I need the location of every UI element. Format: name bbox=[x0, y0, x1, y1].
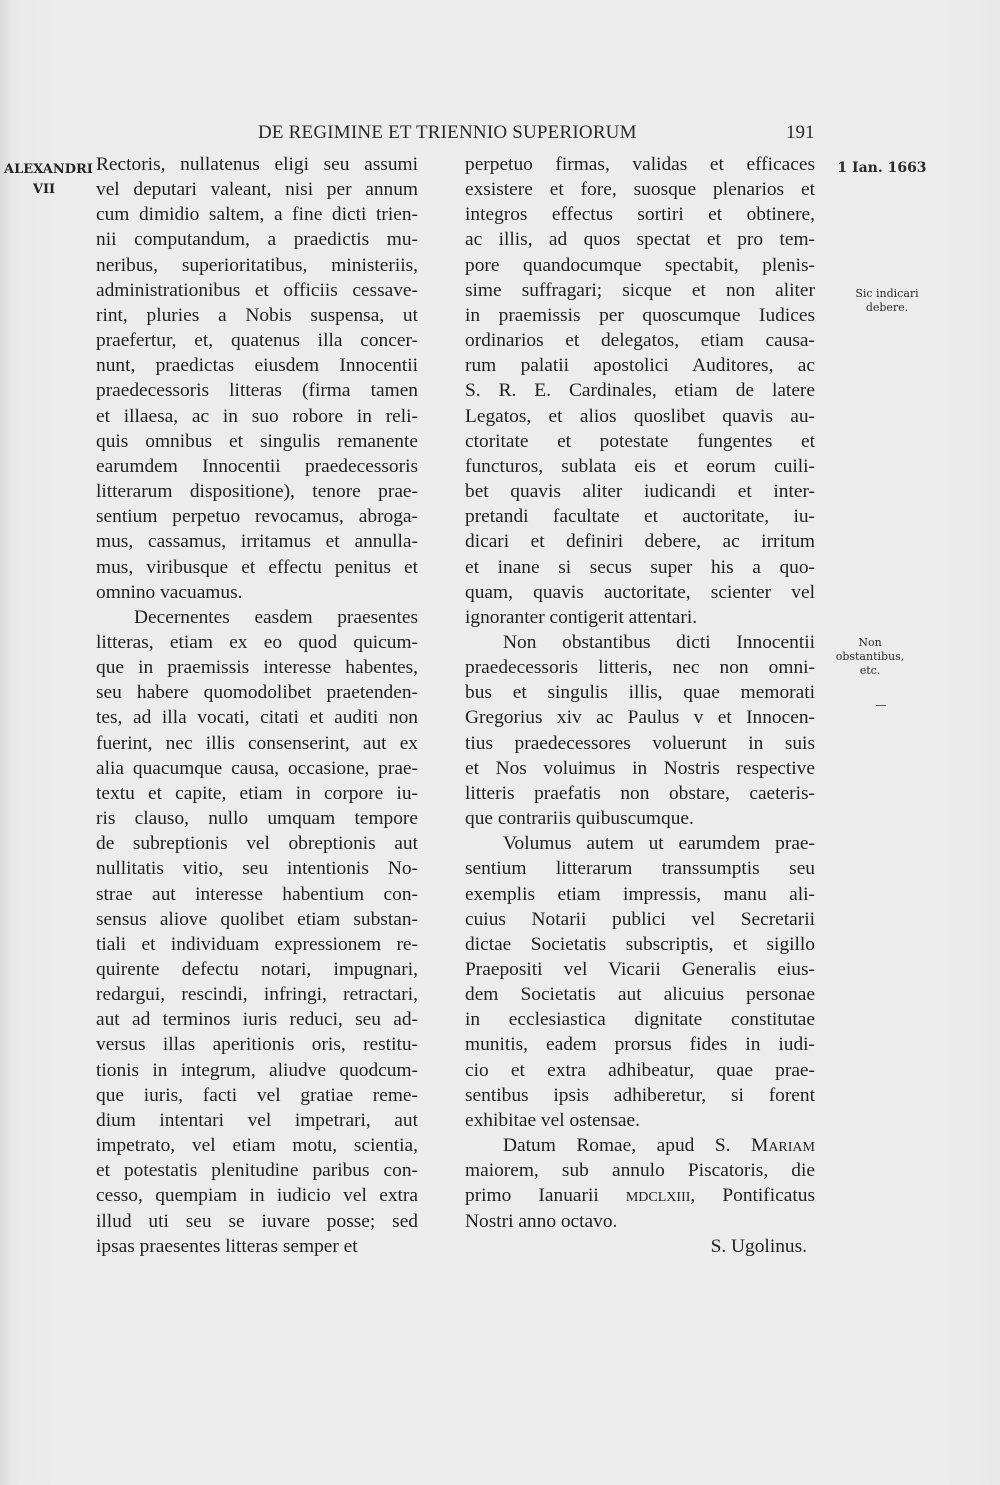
text-line: Legatos, et alios quoslibet quavis au- bbox=[465, 405, 815, 427]
text-line: cesso, quempiam in iudicio vel extra bbox=[96, 1185, 418, 1207]
text-line: Volumus autem ut earumdem prae- bbox=[503, 833, 815, 855]
margin-note-sic-indicari bbox=[832, 287, 942, 315]
text-line: nii computandum, a praedictis mu- bbox=[96, 229, 418, 251]
text-line: Rectoris, nullatenus eligi seu assumi bbox=[96, 154, 418, 175]
text-line: seu habere quomodolibet praetenden- bbox=[96, 682, 418, 704]
text-line: exsistere et fore, suosque plenarios et bbox=[465, 179, 815, 201]
text-line: administrationibus et officiis cessave- bbox=[96, 279, 418, 301]
text-line: Non obstantibus dicti Innocentii bbox=[503, 631, 815, 653]
text-line: sentium litterarum transsumptis seu bbox=[465, 858, 815, 880]
text-line: tiali et individuam expressionem re- bbox=[96, 933, 418, 955]
text-line: tius praedecessores voluerunt in suis bbox=[465, 732, 815, 754]
text-line: textu et capite, etiam in corpore iu- bbox=[96, 782, 418, 804]
margin-dash bbox=[876, 705, 886, 706]
text-line: Gregorius xiv ac Paulus v et Innocen- bbox=[465, 707, 815, 729]
text-line: quam, quavis auctoritate, scienter vel bbox=[465, 581, 815, 603]
text-line: rum palatii apostolici Auditores, ac bbox=[465, 355, 815, 377]
margin-note-line: debere. bbox=[865, 301, 909, 314]
text-line: et inane si secus super his a quo- bbox=[465, 556, 815, 578]
pope-number: VII bbox=[32, 182, 56, 197]
text-line: pore quandocumque spectabit, plenis- bbox=[465, 254, 815, 276]
datum-name-smallcaps: Mariam bbox=[751, 1135, 815, 1157]
text-line: strae aut interesse habentium con- bbox=[96, 883, 418, 905]
text-line: mus, viribusque et effectu penitus et bbox=[96, 556, 418, 578]
pope-name: ALEXANDRI bbox=[4, 162, 93, 177]
signature: S. Ugolinus. bbox=[710, 1235, 807, 1257]
text-line: quis omnibus et singulis remanente bbox=[96, 430, 418, 452]
datum-line: maiorem, sub annulo Piscatoris, die bbox=[465, 1160, 815, 1182]
text-line: cuius Notarii publici vel Secretarii bbox=[465, 908, 815, 930]
text-line: versus illas aperitionis oris, restitu- bbox=[96, 1034, 418, 1056]
text-line: fuerint, nec illis consenserint, aut ex bbox=[96, 732, 418, 754]
text-line: vel deputari valeant, nisi per annum bbox=[96, 179, 418, 201]
text-line: in ecclesiastica dignitate constitutae bbox=[465, 1009, 815, 1031]
text-line: ris clauso, nullo umquam tempore bbox=[96, 808, 418, 830]
datum-line bbox=[465, 1183, 815, 1208]
text-line: functuros, sublata eis et eorum cuili- bbox=[465, 455, 815, 477]
text-line: alia quacumque causa, occasione, prae- bbox=[96, 757, 418, 779]
text-line: ctoritate et potestate fungentes et bbox=[465, 430, 815, 452]
text-line: illud uti seu se iuvare posse; sed bbox=[96, 1210, 418, 1232]
text-line: tes, ad illa vocati, citati et auditi non bbox=[96, 707, 418, 729]
text-line: rint, pluries a Nobis suspensa, ut bbox=[96, 304, 418, 326]
text-line: de subreptionis vel obreptionis aut bbox=[96, 833, 418, 855]
text-line: que iuris, facti vel gratiae reme- bbox=[96, 1084, 418, 1106]
text-line: sensus aliove quolibet etiam substan- bbox=[96, 908, 418, 930]
datum-year-smallcaps: mdclxiii bbox=[625, 1185, 691, 1207]
text-line: dictae Societatis subscriptis, et sigillo bbox=[465, 933, 815, 955]
text-line: cum dimidio saltem, a fine dicti trien- bbox=[96, 204, 418, 226]
page-number: 191 bbox=[786, 122, 815, 143]
text-line: munitis, eadem prorsus fides in iudi- bbox=[465, 1034, 815, 1056]
margin-note-line: Sic indicari bbox=[855, 287, 919, 300]
text-line: earumdem Innocentii praedecessoris bbox=[96, 455, 418, 477]
text-line: dium intentari vel impetrari, aut bbox=[96, 1109, 418, 1131]
text-line: neribus, superioritatibus, ministeriis, bbox=[96, 254, 418, 276]
text-line: ordinarios et delegatos, etiam causa- bbox=[465, 330, 815, 352]
margin-date-note: 1 Ian. 1663 bbox=[837, 160, 927, 176]
text-line: praefertur, et, quatenus illa concer- bbox=[96, 330, 418, 352]
text-line: nullitatis vitio, seu intentionis No- bbox=[96, 858, 418, 880]
text-line: integros effectus sortiri et obtinere, bbox=[465, 204, 815, 226]
text-line: praedecessoris litteras (firma tamen bbox=[96, 380, 418, 402]
text-line: bus et singulis illis, quae memorati bbox=[465, 682, 815, 704]
text-line: et Nos voluimus in Nostris respective bbox=[465, 757, 815, 779]
text-line: litteras, etiam ex eo quod quicum- bbox=[96, 631, 418, 653]
text-line: et illaesa, ac in suo robore in reli- bbox=[96, 405, 418, 427]
datum-text: primo Ianuarii bbox=[465, 1185, 626, 1207]
text-line: ignoranter contigerit attentari. bbox=[465, 606, 698, 628]
right-column-body bbox=[465, 152, 815, 1133]
left-margin-note bbox=[4, 160, 93, 200]
text-line: ipsas praesentes litteras semper et bbox=[96, 1235, 358, 1257]
right-text-column bbox=[465, 152, 815, 1259]
datum-line: Nostri anno octavo. bbox=[465, 1210, 618, 1232]
margin-note-line: etc. bbox=[859, 664, 881, 677]
left-text-column bbox=[96, 152, 418, 1259]
datum-text: , Pontificatus bbox=[690, 1185, 815, 1207]
text-line: litterarum dispositione), tenore prae- bbox=[96, 481, 418, 503]
text-line: cio et extra adhibeatur, quae prae- bbox=[465, 1059, 815, 1081]
text-line: in praemissis per quoscumque Iudices bbox=[465, 304, 815, 326]
text-line: nunt, praedictas eiusdem Innocentii bbox=[96, 355, 418, 377]
margin-note-line: Non bbox=[858, 636, 882, 649]
text-line: impetrato, vel etiam motu, scientia, bbox=[96, 1135, 418, 1157]
text-line: pretandi facultate et auctoritate, iu- bbox=[465, 506, 815, 528]
text-line: Praepositi vel Vicarii Generalis eius- bbox=[465, 959, 815, 980]
datum-line bbox=[465, 1133, 815, 1158]
text-line: praedecessoris litteris, nec non omni- bbox=[465, 657, 815, 679]
text-line: Decernentes easdem praesentes bbox=[134, 606, 418, 628]
text-line: sime suffragari; sicque et non aliter bbox=[465, 279, 815, 301]
margin-note-line: obstantibus, bbox=[835, 650, 905, 663]
text-line: que contrariis quibuscumque. bbox=[465, 808, 694, 830]
text-line: litteris praefatis non obstare, caeteris- bbox=[465, 782, 815, 804]
text-line: sentibus ipsis adhiberetur, si forent bbox=[465, 1084, 815, 1106]
text-line: mus, cassamus, irritamus et annulla- bbox=[96, 531, 418, 553]
text-line: exhibitae vel ostensae. bbox=[465, 1109, 640, 1131]
datum-text: Datum Romae, apud S. bbox=[503, 1135, 752, 1157]
text-line: exemplis etiam impressis, manu ali- bbox=[465, 883, 815, 905]
text-line: S. R. E. Cardinales, etiam de latere bbox=[465, 380, 815, 402]
text-line: aut ad terminos iuris reduci, seu ad- bbox=[96, 1009, 418, 1031]
text-line: tionis in integrum, aliudve quodcum- bbox=[96, 1059, 418, 1081]
text-line: dem Societatis aut alicuius personae bbox=[465, 984, 815, 1006]
text-line: redargui, rescindi, infringi, retractari, bbox=[96, 984, 418, 1006]
text-line: perpetuo firmas, validas et efficaces bbox=[465, 154, 815, 175]
text-line: sentium perpetuo revocamus, abroga- bbox=[96, 506, 418, 528]
text-line: quirente defectu notari, impugnari, bbox=[96, 959, 418, 980]
running-header: DE REGIMINE ET TRIENNIO SUPERIORUM bbox=[258, 122, 637, 143]
text-line: omnino vacuamus. bbox=[96, 581, 243, 603]
text-line: que in praemissis interesse habentes, bbox=[96, 657, 418, 679]
text-line: dicari et definiri debere, ac irritum bbox=[465, 531, 815, 553]
text-line: et potestatis plenitudine paribus con- bbox=[96, 1160, 418, 1182]
margin-note-non-obstantibus bbox=[830, 636, 910, 678]
text-line: bet quavis aliter iudicandi et inter- bbox=[465, 481, 815, 503]
text-line: ac illis, ad quos spectat et pro tem- bbox=[465, 229, 815, 251]
